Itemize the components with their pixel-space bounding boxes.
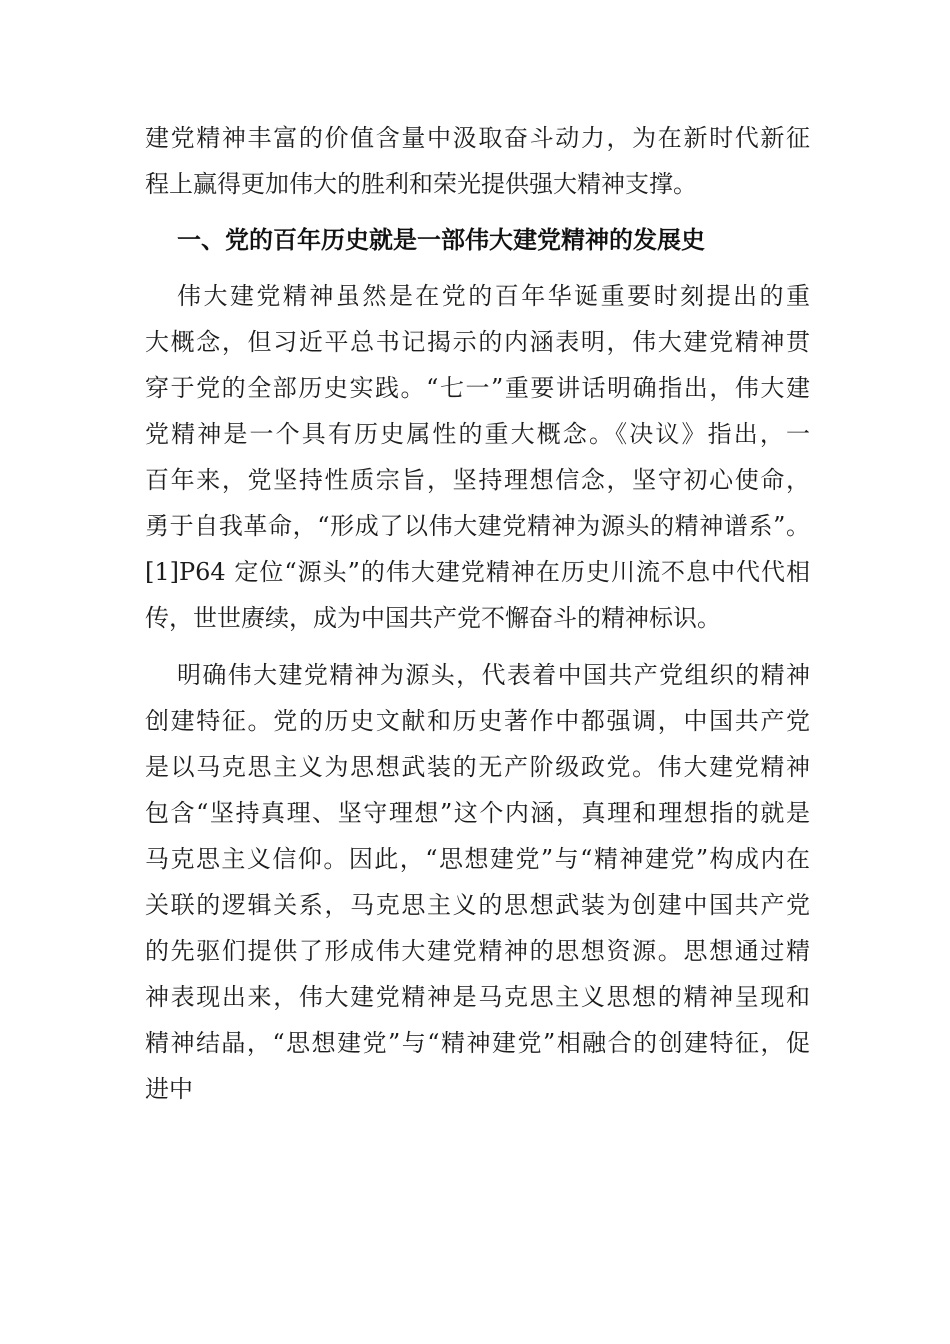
text-line: 的先驱们提供了形成伟大建党精神的思想资源。思想通过精	[145, 937, 810, 965]
text-line: 穿于党的全部历史实践。“七一”重要讲话明确指出，伟大建	[145, 374, 810, 402]
text-line: 程上赢得更加伟大的胜利和荣光提供强大精神支撑。	[145, 170, 697, 198]
section-heading: 一、党的百年历史就是一部伟大建党精神的发展史	[177, 226, 705, 254]
text-line: 精神结晶，“思想建党”与“精神建党”相融合的创建特征，促	[145, 1029, 810, 1057]
text-line: 建党精神丰富的价值含量中汲取奋斗动力，为在新时代新征	[145, 124, 810, 152]
text-line: 创建特征。党的历史文献和历史著作中都强调，中国共产党	[145, 707, 810, 735]
text-line: 是以马克思主义为思想武装的无产阶级政党。伟大建党精神	[145, 753, 810, 781]
text-line: 包含“坚持真理、坚守理想”这个内涵，真理和理想指的就是	[145, 799, 810, 827]
text-line: 马克思主义信仰。因此，“思想建党”与“精神建党”构成内在	[145, 845, 810, 873]
text-line: 明确伟大建党精神为源头，代表着中国共产党组织的精神	[177, 661, 810, 689]
text-line: 神表现出来，伟大建党精神是马克思主义思想的精神呈现和	[145, 983, 810, 1011]
text-line: 勇于自我革命，“形成了以伟大建党精神为源头的精神谱系”。	[145, 512, 810, 540]
text-line: 关联的逻辑关系，马克思主义的思想武装为创建中国共产党	[145, 891, 810, 919]
text-line: 大概念，但习近平总书记揭示的内涵表明，伟大建党精神贯	[145, 328, 810, 356]
text-line: 传，世世赓续，成为中国共产党不懈奋斗的精神标识。	[145, 604, 721, 632]
text-line: 百年来，党坚持性质宗旨，坚持理想信念，坚守初心使命，	[145, 466, 810, 494]
text-line: 进中	[145, 1075, 193, 1103]
text-line: 伟大建党精神虽然是在党的百年华诞重要时刻提出的重	[177, 282, 810, 310]
text-line: 党精神是一个具有历史属性的重大概念。《决议》指出，一	[145, 420, 810, 448]
text-line: [1]P64 定位“源头”的伟大建党精神在历史川流不息中代代相	[145, 558, 810, 586]
